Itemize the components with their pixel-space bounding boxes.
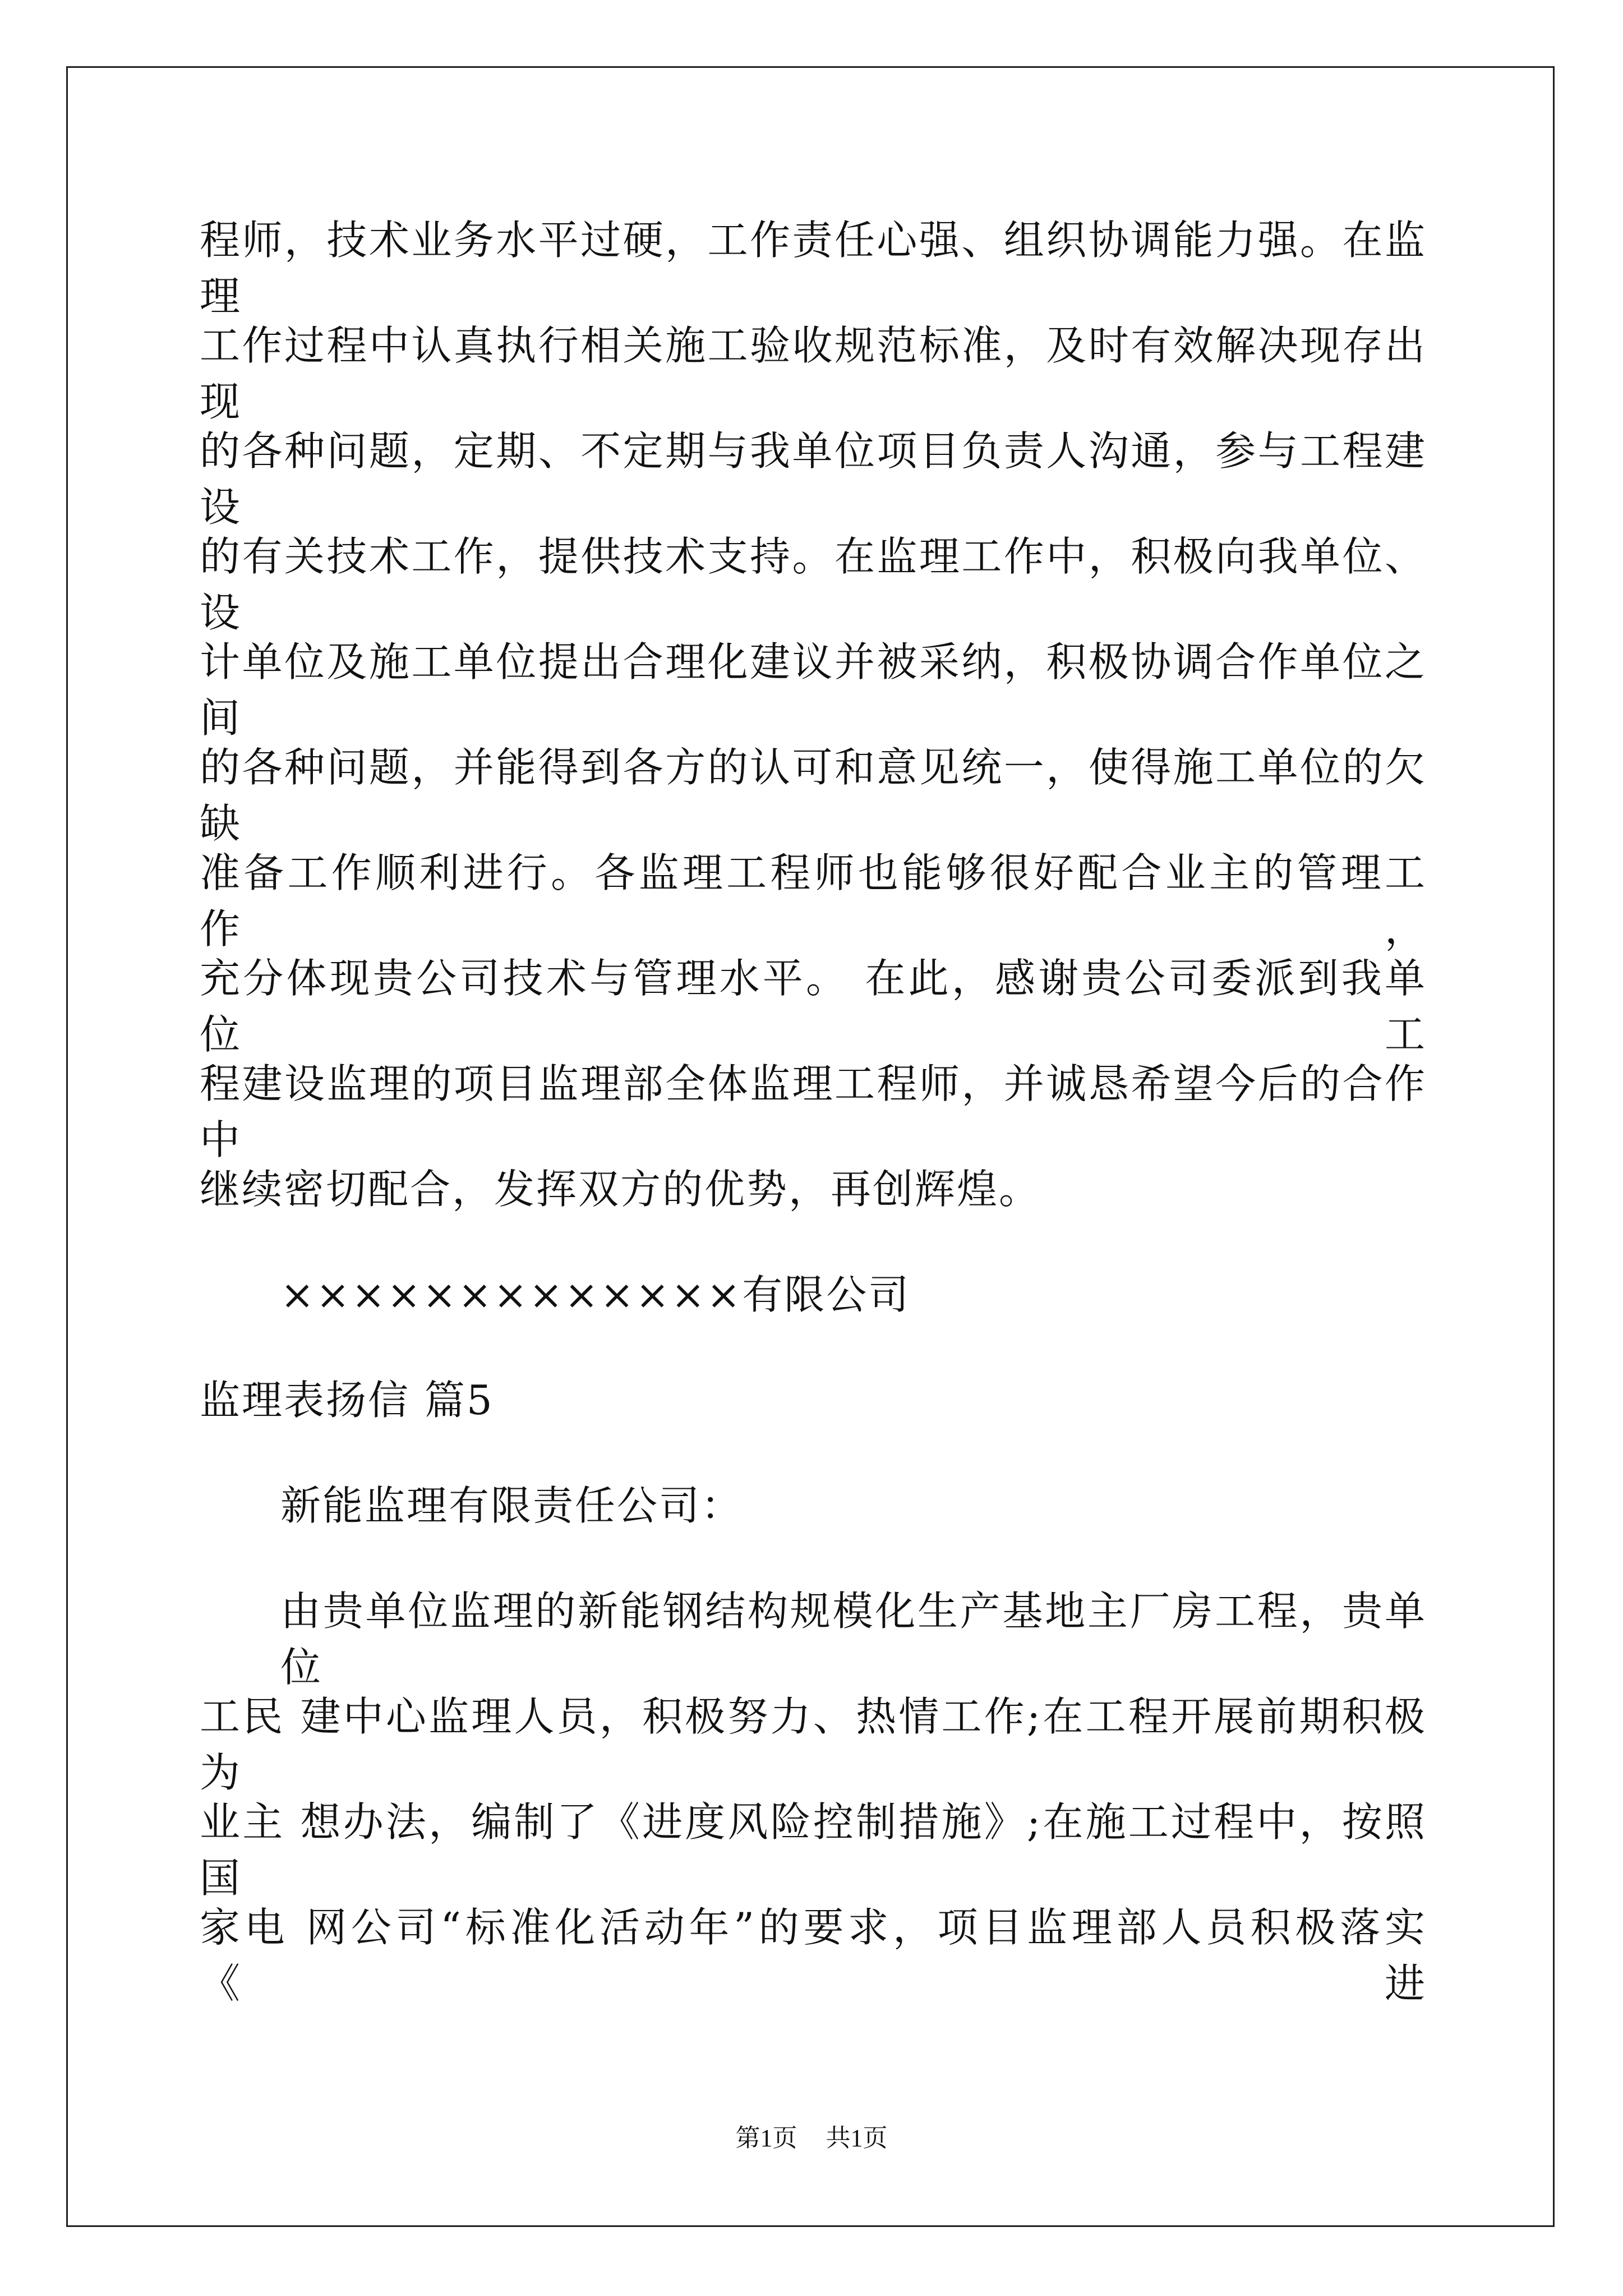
page-footer <box>0 2122 1623 2155</box>
paragraph-line: 充分体现贵公司技术与管理水平。 在此，感谢贵公司委派到我单位工 <box>200 955 1427 1058</box>
paragraph-line: 程建设监理的项目监理部全体监理工程师，并诚恳希望今后的合作中 <box>200 1060 1427 1163</box>
page-number: 第1页 <box>735 2124 797 2152</box>
body-line: 业主 想办法，编制了《进度风险控制措施》;在施工过程中，按照国 <box>200 1798 1427 1902</box>
body-line: 家电 网公司“标准化活动年”的要求，项目监理部人员积极落实《进 <box>200 1904 1427 2007</box>
paragraph-line: 计单位及施工单位提出合理化建议并被采纳，积极协调合作单位之间 <box>200 638 1427 742</box>
salutation: 新能监理有限责任公司： <box>280 1482 744 1529</box>
page-total: 共1页 <box>826 2124 888 2152</box>
body-line: 工民 建中心监理人员，积极努力、热情工作;在工程开展前期积极为 <box>200 1693 1427 1796</box>
paragraph-line: 准备工作顺利进行。各监理工程师也能够很好配合业主的管理工作， <box>200 849 1427 953</box>
paragraph-line: 继续密切配合，发挥双方的优势，再创辉煌。 <box>200 1166 1041 1213</box>
body-line: 由贵单位监理的新能钢结构规模化生产基地主厂房工程，贵单位 <box>280 1588 1427 1691</box>
section-heading: 监理表扬信 篇5 <box>200 1377 494 1424</box>
company-signature: ×××××××××××××有限公司 <box>280 1271 911 1318</box>
paragraph-line: 的各种问题，定期、不定期与我单位项目负责人沟通，参与工程建设 <box>200 427 1427 531</box>
document-body <box>200 212 1427 2005</box>
paragraph-line: 程师，技术业务水平过硬，工作责任心强、组织协调能力强。在监理 <box>200 217 1427 320</box>
paragraph-line: 工作过程中认真执行相关施工验收规范标准，及时有效解决现存出现 <box>200 322 1427 425</box>
paragraph-line: 的有关技术工作，提供技术支持。在监理工作中，积极向我单位、设 <box>200 533 1427 636</box>
paragraph-line: 的各种问题，并能得到各方的认可和意见统一，使得施工单位的欠缺 <box>200 744 1427 847</box>
